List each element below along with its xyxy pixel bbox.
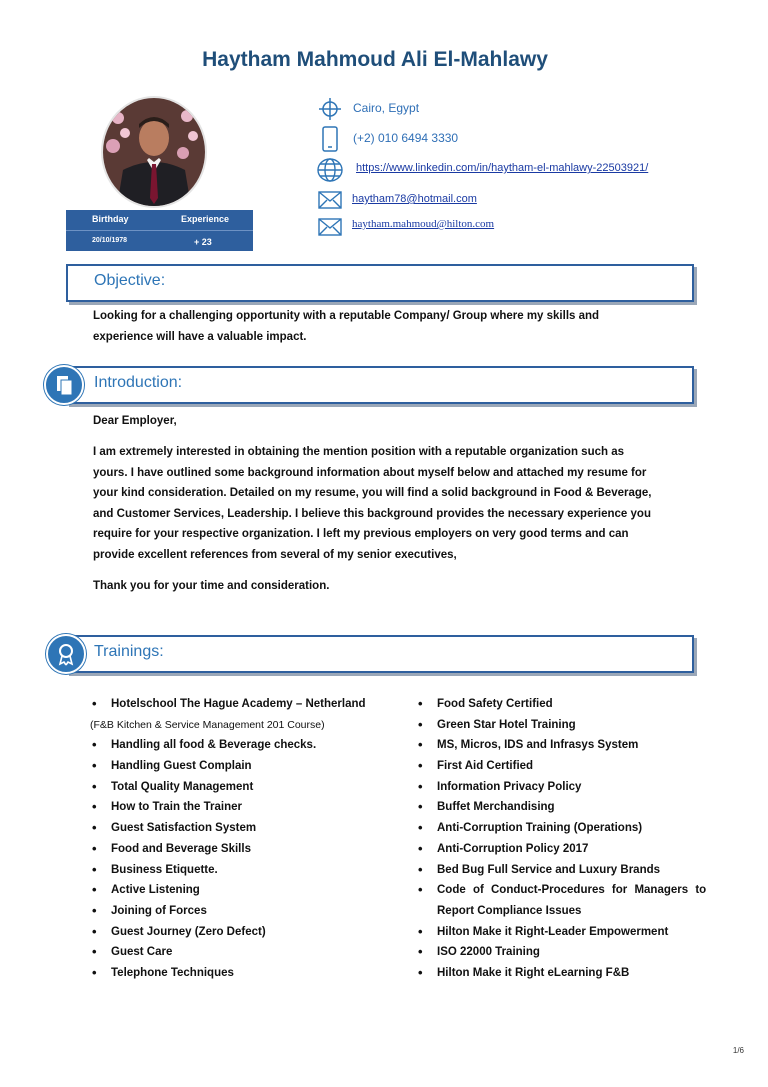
personal-info-table bbox=[66, 210, 253, 251]
introduction-body bbox=[93, 442, 693, 566]
email-envelope-icon bbox=[318, 191, 342, 214]
list-item: • Anti-Corruption Policy 2017 bbox=[416, 839, 726, 860]
phone-icon bbox=[322, 126, 338, 157]
list-item: • Handling all food & Beverage checks. bbox=[90, 735, 410, 756]
list-item: • Hilton Make it Right eLearning F&B bbox=[416, 963, 726, 984]
page-number: 1/6 bbox=[732, 1046, 744, 1055]
objective-line: experience will have a valuable impact. bbox=[93, 330, 307, 343]
document-icon bbox=[44, 365, 84, 405]
email-hilton-link[interactable]: haytham.mahmoud@hilton.com bbox=[352, 218, 495, 230]
introduction-line: require for your respective organization. I left my previous employers on very good terms and can bbox=[93, 528, 629, 541]
profile-photo bbox=[101, 96, 207, 208]
trainings-title: Trainings: bbox=[94, 643, 164, 660]
list-item: • Guest Satisfaction System bbox=[90, 818, 410, 839]
list-item: • Hilton Make it Right-Leader Empowerment bbox=[416, 922, 726, 943]
list-item: • Code of Conduct-Procedures for Managers to bbox=[416, 880, 726, 901]
birthday-label: Birthday bbox=[92, 214, 129, 224]
list-item: • How to Train the Trainer bbox=[90, 797, 410, 818]
list-item: • Food and Beverage Skills bbox=[90, 839, 410, 860]
phone-text: (+2) 010 6494 3330 bbox=[353, 131, 459, 145]
birthday-value: 20/10/1978 bbox=[92, 237, 128, 244]
linkedin-link[interactable]: https://www.linkedin.com/in/haytham-el-mahlawy-22503921/ bbox=[356, 162, 649, 174]
introduction-line: and Customer Services, Leadership. I believe this background provides the necessary experience you bbox=[93, 507, 651, 520]
list-item: • Guest Journey (Zero Defect) bbox=[90, 922, 410, 943]
list-item: • Telephone Techniques bbox=[90, 963, 410, 984]
list-item-note: (F&B Kitchen & Service Management 201 Course) bbox=[90, 718, 325, 731]
location-crosshair-icon bbox=[318, 97, 342, 126]
list-item: • MS, Micros, IDS and Infrasys System bbox=[416, 735, 726, 756]
introduction-line: provide excellent references from several of my senior executives, bbox=[93, 548, 457, 561]
list-item: • Food Safety Certified bbox=[416, 694, 726, 715]
introduction-closing: Thank you for your time and consideration. bbox=[93, 580, 330, 592]
list-item: • First Aid Certified bbox=[416, 756, 726, 777]
experience-label: Experience bbox=[181, 214, 230, 224]
introduction-line: your kind consideration. Detailed on my resume, you will find a solid background in Food & Beverage, bbox=[93, 487, 652, 500]
list-item: • Active Listening bbox=[90, 880, 410, 901]
location-text: Cairo, Egypt bbox=[353, 101, 420, 115]
list-item: • Anti-Corruption Training (Operations) bbox=[416, 818, 726, 839]
experience-value: + 23 bbox=[194, 237, 212, 247]
list-item: • Hotelschool The Hague Academy – Netherland bbox=[90, 694, 410, 715]
email-hotmail-link[interactable]: haytham78@hotmail.com bbox=[352, 193, 477, 205]
list-item: • Information Privacy Policy bbox=[416, 777, 726, 798]
introduction-greeting: Dear Employer, bbox=[93, 415, 177, 427]
introduction-title: Introduction: bbox=[94, 374, 183, 391]
introduction-header bbox=[66, 366, 694, 404]
objective-text bbox=[93, 306, 693, 347]
globe-icon bbox=[316, 157, 344, 188]
list-item: • Guest Care bbox=[90, 942, 410, 963]
objective-title: Objective: bbox=[94, 272, 166, 289]
list-item: • Buffet Merchandising bbox=[416, 797, 726, 818]
trainings-right-list bbox=[416, 694, 726, 984]
objective-header bbox=[66, 264, 694, 302]
candidate-name: Haytham Mahmoud Ali El-Mahlawy bbox=[202, 48, 548, 71]
list-item-continuation: Report Compliance Issues bbox=[437, 904, 582, 917]
trainings-left-list bbox=[90, 694, 410, 984]
email-envelope-icon bbox=[318, 218, 342, 241]
introduction-line: I am extremely interested in obtaining the mention position with a reputable organization such as bbox=[93, 446, 624, 458]
objective-line: Looking for a challenging opportunity with a reputable Company/ Group where my skills and bbox=[93, 310, 600, 322]
list-item: • ISO 22000 Training bbox=[416, 942, 726, 963]
list-item: • Business Etiquette. bbox=[90, 860, 410, 881]
list-item: • Joining of Forces bbox=[90, 901, 410, 922]
introduction-line: yours. I have outlined some background information about myself below and attached my resume for bbox=[93, 466, 647, 479]
list-item: • Handling Guest Complain bbox=[90, 756, 410, 777]
trainings-header bbox=[66, 635, 694, 673]
award-ribbon-icon bbox=[46, 634, 86, 674]
list-item: • Bed Bug Full Service and Luxury Brands bbox=[416, 860, 726, 881]
list-item: • Green Star Hotel Training bbox=[416, 715, 726, 736]
list-item: • Total Quality Management bbox=[90, 777, 410, 798]
